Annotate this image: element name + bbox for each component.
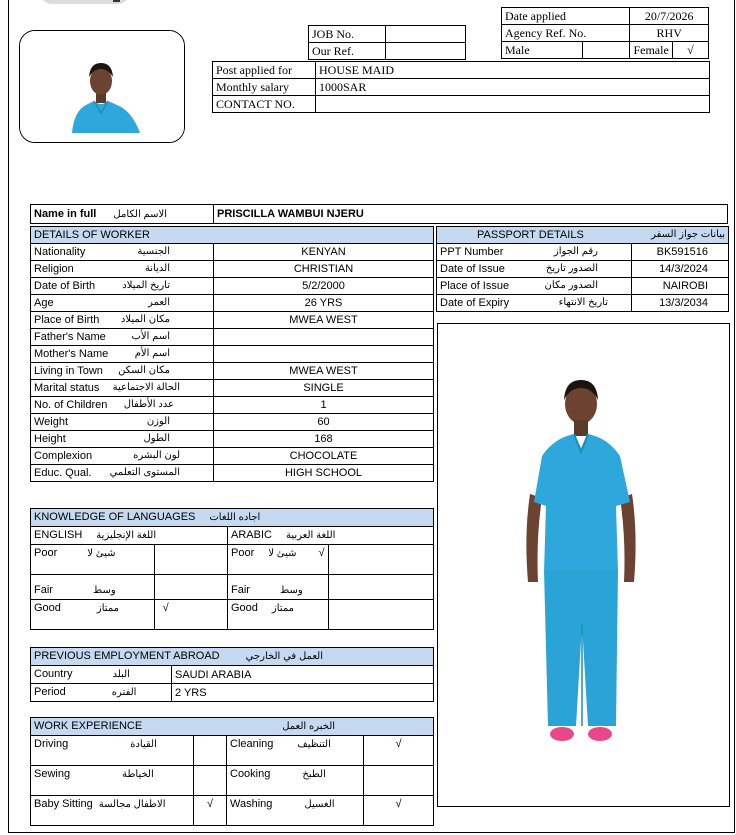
experience-title-cell <box>31 718 434 736</box>
worker-label-ar: اسم الأم <box>134 348 170 359</box>
worker-label: Mother's Name <box>34 348 109 360</box>
worker-value <box>214 329 434 346</box>
agency-ref-label: Agency Ref. No. <box>502 25 630 42</box>
level-label-ar: وسط <box>92 585 116 596</box>
contact-no-value <box>316 96 710 113</box>
worker-label-ar: المستوى التعلمي <box>109 467 180 478</box>
worker-value: 26 YRS <box>214 295 434 312</box>
experience-mark: √ <box>194 796 227 826</box>
experience-mark <box>364 766 434 796</box>
worker-row <box>31 363 434 380</box>
experience-title-ar: الخبره العمل <box>282 721 336 732</box>
employment-row <box>31 684 434 702</box>
worker-label: Religion <box>34 263 74 275</box>
worker-label: Educ. Qual. <box>34 467 92 479</box>
name-table <box>30 204 728 224</box>
worker-value: MWEA WEST <box>214 363 434 380</box>
worker-label: Weight <box>34 416 69 428</box>
name-label-ar: الاسم الكامل <box>113 208 168 220</box>
worker-label: Height <box>34 433 66 445</box>
worker-row <box>31 278 434 295</box>
post-applied-label: Post applied for <box>213 62 316 79</box>
worker-label-ar: الطول <box>143 433 170 444</box>
english-level-mark <box>154 575 227 600</box>
worker-value: 60 <box>214 414 434 431</box>
level-label-ar: وسط <box>279 585 303 596</box>
english-label-ar: اللغة الإنجليزية <box>96 530 157 541</box>
level-label-ar: ممتاز <box>271 603 294 614</box>
passport-label-ar: الصدور تاريخ <box>545 263 598 274</box>
worker-details-table <box>30 226 434 482</box>
arabic-label: ARABIC <box>231 529 272 541</box>
job-no-value <box>386 26 466 43</box>
experience-skill: Cooking <box>230 768 271 780</box>
monthly-salary-label: Monthly salary <box>213 79 316 96</box>
experience-title: WORK EXPERIENCE <box>34 720 143 732</box>
level-label-ar: شيئ لا <box>268 548 297 559</box>
experience-skill-ar: الغسيل <box>304 799 335 810</box>
passport-label-ar: رقم الجواز <box>553 246 598 257</box>
experience-skill: Driving <box>34 738 69 750</box>
worker-row <box>31 465 434 482</box>
worker-label-ar: العمر <box>148 297 170 308</box>
employment-table <box>30 647 434 702</box>
worker-value: SINGLE <box>214 380 434 397</box>
worker-section-title: DETAILS OF WORKER <box>31 227 434 244</box>
employment-title-cell <box>31 648 434 666</box>
worker-label-ar: تاريخ الميلاد <box>122 280 170 291</box>
passport-section-title-cell <box>437 227 729 244</box>
our-ref-label: Our Ref. <box>309 43 386 60</box>
english-label: ENGLISH <box>34 529 83 541</box>
name-label: Name in full <box>34 207 97 220</box>
level-label: Poor <box>231 547 255 559</box>
contact-no-label: CONTACT NO. <box>213 96 316 113</box>
worker-row <box>31 261 434 278</box>
level-label: Fair <box>34 584 53 596</box>
languages-title-cell <box>31 509 434 527</box>
worker-value: KENYAN <box>214 244 434 261</box>
our-ref-value <box>386 43 466 60</box>
worker-value: 1 <box>214 397 434 414</box>
post-info-table <box>212 61 710 113</box>
male-checkbox <box>583 42 630 59</box>
worker-value: 5/2/2000 <box>214 278 434 295</box>
worker-value: HIGH SCHOOL <box>214 465 434 482</box>
arabic-level-mark: √ <box>318 547 325 559</box>
logo-fragment-bar <box>113 0 120 2</box>
languages-title: KNOWLEDGE OF LANGUAGES <box>34 511 196 523</box>
worker-label-ar: الجنسية <box>137 246 170 257</box>
worker-row <box>31 414 434 431</box>
date-applied-value: 20/7/2026 <box>630 8 709 25</box>
english-header <box>31 527 228 545</box>
worker-label-ar: لون البشره <box>133 450 180 461</box>
work-experience-table <box>30 717 434 826</box>
passport-details-table <box>436 226 729 312</box>
worker-row <box>31 448 434 465</box>
worker-label: No. of Children <box>34 399 108 411</box>
worker-label-ar: عدد الأطفال <box>123 399 174 410</box>
experience-mark <box>194 766 227 796</box>
experience-skill: Sewing <box>34 768 71 780</box>
portrait-photo <box>19 30 185 143</box>
passport-label: Place of Issue <box>440 280 510 292</box>
experience-row <box>31 736 434 766</box>
experience-skill-ar: التنظيف <box>297 739 331 750</box>
worker-value: CHOCOLATE <box>214 448 434 465</box>
worker-label: Nationality <box>34 246 86 258</box>
passport-row <box>437 244 729 261</box>
experience-mark: √ <box>364 796 434 826</box>
arabic-extra-cell <box>329 545 434 575</box>
language-level-row <box>31 600 434 630</box>
passport-row <box>437 295 729 312</box>
worker-label-ar: الديانة <box>144 263 170 274</box>
worker-label-ar: مكان السكن <box>118 365 170 376</box>
worker-label: Complexion <box>34 450 93 462</box>
arabic-level-mark <box>329 600 434 630</box>
worker-label: Place of Birth <box>34 314 100 326</box>
female-checkmark: √ <box>672 42 708 59</box>
worker-label: Date of Birth <box>34 280 96 292</box>
name-value: PRISCILLA WAMBUI NJERU <box>214 205 728 224</box>
country-value: SAUDI ARABIA <box>172 666 434 684</box>
passport-label: PPT Number <box>440 246 504 258</box>
application-info-table <box>501 7 709 59</box>
name-label-cell <box>31 205 214 224</box>
level-label: Good <box>231 602 258 614</box>
country-label-ar: البلد <box>112 669 130 680</box>
worker-row <box>31 244 434 261</box>
language-level-row <box>31 575 434 600</box>
worker-row <box>31 329 434 346</box>
worker-label: Age <box>34 297 54 309</box>
worker-row <box>31 295 434 312</box>
passport-label: Date of Issue <box>440 263 505 275</box>
experience-mark: √ <box>364 736 434 766</box>
arabic-header <box>228 527 434 545</box>
female-label: Female <box>630 42 672 59</box>
level-label-ar: شيئ لا <box>87 548 116 559</box>
worker-value: 168 <box>214 431 434 448</box>
agency-ref-value: RHV <box>630 25 709 42</box>
passport-value: NAIROBI <box>632 278 729 295</box>
experience-row <box>31 766 434 796</box>
passport-label-ar: الصدور مكان <box>544 280 598 291</box>
job-ref-table <box>308 25 466 60</box>
english-level-mark: √ <box>154 600 227 630</box>
worker-label-ar: الحالة الاجتماعية <box>112 382 180 393</box>
level-label-ar: ممتاز <box>96 603 119 614</box>
arabic-label-ar: اللغة العربية <box>285 530 336 541</box>
worker-label-ar: مكان الميلاد <box>120 314 170 325</box>
worker-row <box>31 380 434 397</box>
full-body-photo-image <box>438 324 729 806</box>
job-no-label: JOB No. <box>309 26 386 43</box>
arabic-level-mark <box>329 575 434 600</box>
monthly-salary-value: 1000SAR <box>316 79 710 96</box>
experience-row <box>31 796 434 826</box>
male-label: Male <box>502 42 583 59</box>
employment-title: PREVIOUS EMPLOYMENT ABROAD <box>34 650 220 662</box>
experience-skill: Baby Sitting <box>34 798 93 810</box>
passport-row <box>437 261 729 278</box>
experience-skill-ar: الطبخ <box>302 769 326 780</box>
date-applied-label: Date applied <box>502 8 630 25</box>
worker-row <box>31 312 434 329</box>
experience-skill-ar: الخياطة <box>122 769 154 780</box>
worker-value: MWEA WEST <box>214 312 434 329</box>
passport-value: 14/3/2024 <box>632 261 729 278</box>
period-label: Period <box>34 686 66 698</box>
employment-row <box>31 666 434 684</box>
worker-label-ar: اسم الأب <box>131 331 170 342</box>
languages-title-ar: اجاده اللغات <box>209 512 261 523</box>
experience-skill-ar: الاطفال مجالسة <box>98 799 166 810</box>
passport-value: 13/3/2034 <box>632 295 729 312</box>
full-body-photo <box>437 323 730 807</box>
period-label-ar: الفتره <box>111 687 137 698</box>
level-label: Fair <box>231 584 250 596</box>
passport-section-title-ar: بيانات جواز السفر <box>651 229 725 240</box>
employment-title-ar: العمل في الخارجي <box>245 651 323 662</box>
experience-skill: Washing <box>230 798 273 810</box>
worker-value: CHRISTIAN <box>214 261 434 278</box>
level-label: Good <box>34 602 61 614</box>
worker-value <box>214 346 434 363</box>
passport-label-ar: تاريخ الانتهاء <box>558 297 608 308</box>
post-applied-value: HOUSE MAID <box>316 62 710 79</box>
country-label: Country <box>34 668 73 680</box>
worker-label: Father's Name <box>34 331 106 343</box>
worker-row <box>31 397 434 414</box>
worker-row <box>31 431 434 448</box>
period-value: 2 YRS <box>172 684 434 702</box>
passport-section-title: PASSPORT DETAILS <box>477 229 584 241</box>
experience-mark <box>194 736 227 766</box>
worker-label: Living in Town <box>34 365 103 377</box>
worker-label-ar: الوزن <box>146 416 170 427</box>
worker-label: Marital status <box>34 382 100 394</box>
passport-value: BK591516 <box>632 244 729 261</box>
english-level-mark <box>154 545 227 575</box>
level-label: Poor <box>34 547 58 559</box>
worker-row <box>31 346 434 363</box>
experience-skill: Cleaning <box>230 738 274 750</box>
languages-table <box>30 508 434 630</box>
experience-skill-ar: القيادة <box>130 739 157 750</box>
passport-label: Date of Expiry <box>440 297 510 309</box>
portrait-photo-image <box>20 31 184 142</box>
language-level-row <box>31 545 434 575</box>
passport-row <box>437 278 729 295</box>
